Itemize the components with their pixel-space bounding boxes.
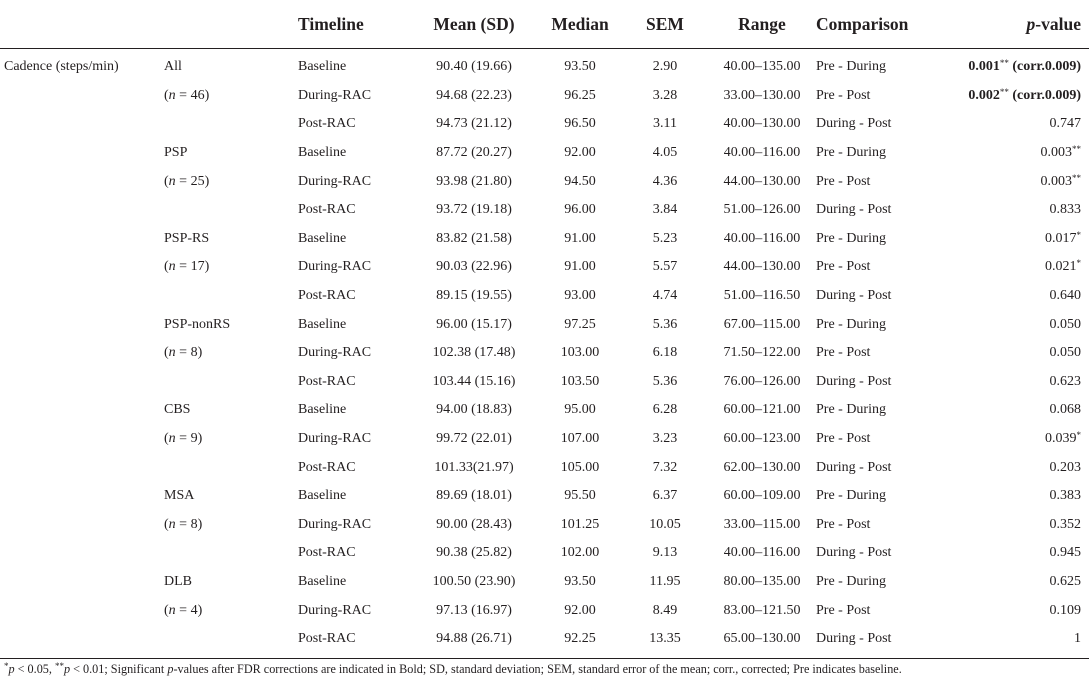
- cell-median: 92.25: [564, 631, 596, 647]
- cell-p-value: [934, 453, 1089, 482]
- header-measure: [0, 0, 164, 49]
- cell-group: PSP: [164, 145, 188, 161]
- cell-sem: 5.23: [652, 230, 678, 246]
- cell-mean-sd: 89.69 (18.01): [436, 488, 512, 504]
- cell-group: [164, 282, 298, 311]
- cell-group: MSA: [164, 488, 195, 504]
- cell-group: (n = 17): [164, 259, 210, 275]
- cell-median: 93.50: [564, 573, 596, 589]
- cell-p-value: [934, 596, 1089, 625]
- cell-measure: [0, 225, 164, 254]
- cell-group: (n = 46): [164, 87, 210, 103]
- table-header-row: [0, 0, 1089, 49]
- cell-measure: [0, 310, 164, 339]
- cell-range: 40.00–130.00: [723, 116, 801, 132]
- cell-sem: 4.74: [652, 288, 678, 304]
- cell-comparison: Pre - During: [816, 573, 886, 589]
- cell-mean-sd: 94.68 (22.23): [436, 87, 512, 103]
- cell-sem: 4.36: [652, 173, 678, 189]
- cell-median: 96.50: [564, 116, 596, 132]
- cell-measure: [0, 82, 164, 111]
- cell-median: 103.00: [560, 345, 600, 361]
- table-row: [0, 339, 1089, 368]
- header-p-rest: -value: [1035, 13, 1081, 34]
- cell-timeline: Baseline: [298, 573, 347, 589]
- cell-comparison: Pre - Post: [816, 87, 871, 103]
- cell-measure: [0, 396, 164, 425]
- cell-sem: 6.28: [652, 402, 678, 418]
- cell-range: 40.00–135.00: [723, 59, 801, 75]
- cell-p-value: [934, 425, 1089, 454]
- cell-median: 92.00: [564, 145, 596, 161]
- cell-timeline: Post-RAC: [298, 202, 356, 218]
- cell-median: 91.00: [564, 230, 596, 246]
- cell-sem: 4.05: [652, 145, 678, 161]
- n-symbol: n: [168, 173, 176, 189]
- cell-p-value: [934, 139, 1089, 168]
- p-value-corrected: (corr.0.009): [1008, 87, 1081, 103]
- p-value-stars: **: [1072, 172, 1081, 183]
- table-row: [0, 568, 1089, 597]
- p-value-number: 0.623: [1049, 373, 1081, 389]
- cell-sem: 11.95: [649, 573, 681, 589]
- cell-timeline: During-RAC: [298, 516, 372, 532]
- p-value-number: 0.050: [1049, 345, 1081, 361]
- p-value-number: 0.068: [1049, 402, 1081, 418]
- cell-mean-sd: 96.00 (15.17): [436, 316, 512, 332]
- cell-p-value: [934, 625, 1089, 654]
- n-symbol: n: [168, 87, 176, 103]
- cell-mean-sd: 99.72 (22.01): [436, 431, 512, 447]
- cell-comparison: During - Post: [816, 545, 892, 561]
- cell-group: (n = 9): [164, 431, 203, 447]
- cell-sem: 8.49: [652, 602, 678, 618]
- cell-range: 33.00–115.00: [723, 516, 801, 532]
- cell-group: (n = 8): [164, 516, 203, 532]
- cell-mean-sd: 102.38 (17.48): [432, 345, 516, 361]
- cell-median: 93.00: [564, 288, 596, 304]
- cell-comparison: Pre - During: [816, 230, 886, 246]
- cell-median: 103.50: [560, 373, 600, 389]
- cell-measure: [0, 368, 164, 397]
- table-row: [0, 139, 1089, 168]
- p-value-number: 0.747: [1049, 116, 1081, 132]
- cell-measure: [0, 625, 164, 654]
- cell-group: (n = 8): [164, 345, 203, 361]
- cell-sem: 10.05: [649, 516, 681, 532]
- cell-p-value: [934, 310, 1089, 339]
- cell-sem: 3.84: [652, 202, 678, 218]
- cell-mean-sd: 93.98 (21.80): [436, 173, 512, 189]
- cell-sem: 3.11: [653, 116, 677, 132]
- cell-sem: 2.90: [652, 59, 678, 75]
- cell-median: 105.00: [560, 459, 600, 475]
- cell-group: [164, 453, 298, 482]
- cell-mean-sd: 90.00 (28.43): [436, 516, 512, 532]
- footnote-text-3: -values after FDR corrections are indicated in Bold; SD, standard deviation; SEM, standard error of the mean; corr., corrected; Pre indicates baseline.: [173, 662, 902, 676]
- cell-timeline: During-RAC: [298, 87, 372, 103]
- cell-range: 51.00–126.00: [723, 202, 801, 218]
- table-row: [0, 596, 1089, 625]
- cell-measure: Cadence (steps/min): [4, 59, 119, 75]
- p-value-number: 0.050: [1049, 316, 1081, 332]
- cell-measure: [0, 167, 164, 196]
- p-value-number: 0.109: [1049, 602, 1081, 618]
- n-symbol: n: [168, 516, 176, 532]
- table-row: [0, 82, 1089, 111]
- table-row: [0, 196, 1089, 225]
- cell-comparison: During - Post: [816, 373, 892, 389]
- cell-mean-sd: 89.15 (19.55): [436, 288, 512, 304]
- table-footnote: [4, 662, 902, 677]
- cell-timeline: Baseline: [298, 402, 347, 418]
- header-sem: SEM: [646, 13, 684, 34]
- cell-comparison: Pre - Post: [816, 431, 871, 447]
- cell-p-value: [934, 82, 1089, 111]
- cell-range: 60.00–109.00: [723, 488, 801, 504]
- cell-range: 40.00–116.00: [723, 545, 801, 561]
- cell-measure: [0, 568, 164, 597]
- cell-timeline: During-RAC: [298, 345, 372, 361]
- footnote-p-2: p: [63, 662, 71, 676]
- table-row: [0, 539, 1089, 568]
- cell-range: 80.00–135.00: [723, 573, 801, 589]
- cell-comparison: Pre - Post: [816, 259, 871, 275]
- table-row: [0, 167, 1089, 196]
- cell-group: [164, 625, 298, 654]
- p-value-number: 0.003: [1040, 173, 1072, 189]
- cell-group: (n = 4): [164, 602, 203, 618]
- cell-median: 93.50: [564, 59, 596, 75]
- cell-sem: 3.23: [652, 431, 678, 447]
- cell-median: 101.25: [560, 516, 600, 532]
- cell-measure: [0, 511, 164, 540]
- cell-p-value: [934, 167, 1089, 196]
- cell-mean-sd: 103.44 (15.16): [432, 373, 516, 389]
- p-value-number: 0.017: [1045, 230, 1077, 246]
- cell-range: 60.00–123.00: [723, 431, 801, 447]
- p-value-number: 0.039: [1045, 431, 1077, 447]
- p-value-number: 0.383: [1049, 488, 1081, 504]
- cell-range: 33.00–130.00: [723, 87, 801, 103]
- header-timeline: Timeline: [298, 13, 364, 34]
- cell-comparison: Pre - During: [816, 59, 886, 75]
- cell-range: 65.00–130.00: [723, 631, 801, 647]
- cell-sem: 6.18: [652, 345, 678, 361]
- header-range: Range: [738, 13, 786, 34]
- cell-timeline: Baseline: [298, 230, 347, 246]
- p-value-number: 0.002: [968, 87, 1000, 103]
- cell-comparison: Pre - During: [816, 488, 886, 504]
- cell-mean-sd: 93.72 (19.18): [436, 202, 512, 218]
- cell-p-value: [934, 511, 1089, 540]
- cell-timeline: Baseline: [298, 145, 347, 161]
- table-row: [0, 482, 1089, 511]
- cell-mean-sd: 97.13 (16.97): [436, 602, 512, 618]
- table-row: [0, 49, 1089, 82]
- cell-measure: [0, 282, 164, 311]
- cell-group: (n = 25): [164, 173, 210, 189]
- cell-timeline: During-RAC: [298, 431, 372, 447]
- p-value-stars: *: [1076, 229, 1081, 240]
- table-row: [0, 625, 1089, 654]
- cell-range: 44.00–130.00: [723, 173, 801, 189]
- p-value-stars: *: [1076, 258, 1081, 269]
- header-group: [164, 0, 298, 49]
- cell-measure: [0, 596, 164, 625]
- cell-sem: 6.37: [652, 488, 678, 504]
- cell-group: PSP-nonRS: [164, 316, 231, 332]
- cell-mean-sd: 94.00 (18.83): [436, 402, 512, 418]
- header-mean-sd: Mean (SD): [433, 13, 515, 34]
- cell-measure: [0, 425, 164, 454]
- p-value-number: 0.640: [1049, 288, 1081, 304]
- cell-p-value: [934, 396, 1089, 425]
- p-value-number: 0.352: [1049, 516, 1081, 532]
- cell-comparison: During - Post: [816, 459, 892, 475]
- cell-mean-sd: 101.33(21.97): [434, 459, 514, 475]
- cell-measure: [0, 253, 164, 282]
- cell-median: 95.50: [564, 488, 596, 504]
- cell-median: 102.00: [560, 545, 600, 561]
- cell-timeline: Post-RAC: [298, 116, 356, 132]
- footnote-text-2: < 0.01; Significant: [70, 662, 168, 676]
- p-value-number: 0.625: [1049, 573, 1081, 589]
- n-symbol: n: [168, 602, 176, 618]
- cell-sem: 9.13: [652, 545, 678, 561]
- cell-mean-sd: 83.82 (21.58): [436, 230, 512, 246]
- cell-timeline: During-RAC: [298, 259, 372, 275]
- p-value-stars: **: [999, 58, 1009, 69]
- cell-comparison: Pre - During: [816, 402, 886, 418]
- cell-range: 62.00–130.00: [723, 459, 801, 475]
- footnote-star-2: **: [54, 661, 64, 671]
- footnote-rule: [0, 658, 1089, 659]
- n-symbol: n: [168, 431, 176, 447]
- cell-p-value: [934, 253, 1089, 282]
- cell-timeline: During-RAC: [298, 173, 372, 189]
- cell-p-value: [934, 539, 1089, 568]
- p-value-number: 0.021: [1045, 259, 1077, 275]
- p-value-number: 0.003: [1040, 145, 1072, 161]
- cell-median: 95.00: [564, 402, 596, 418]
- cell-median: 96.00: [564, 202, 596, 218]
- cell-mean-sd: 94.73 (21.12): [436, 116, 512, 132]
- cell-p-value: [934, 568, 1089, 597]
- cell-range: 60.00–121.00: [723, 402, 801, 418]
- cell-timeline: Baseline: [298, 59, 347, 75]
- p-value-number: 1: [1074, 631, 1081, 647]
- cell-median: 92.00: [564, 602, 596, 618]
- table-row: [0, 425, 1089, 454]
- cell-sem: 5.57: [652, 259, 678, 275]
- cell-group: [164, 110, 298, 139]
- cell-p-value: [934, 110, 1089, 139]
- cell-timeline: Post-RAC: [298, 459, 356, 475]
- p-value-number: 0.945: [1049, 545, 1081, 561]
- cell-measure: [0, 453, 164, 482]
- cell-sem: 7.32: [652, 459, 678, 475]
- cell-comparison: Pre - Post: [816, 602, 871, 618]
- cell-median: 107.00: [560, 431, 600, 447]
- cell-measure: [0, 539, 164, 568]
- cell-measure: [0, 139, 164, 168]
- table-body: [0, 49, 1089, 654]
- cell-p-value: [934, 196, 1089, 225]
- cell-comparison: During - Post: [816, 288, 892, 304]
- cell-group: PSP-RS: [164, 230, 210, 246]
- cell-median: 94.50: [564, 173, 596, 189]
- table-row: [0, 282, 1089, 311]
- cell-timeline: Post-RAC: [298, 545, 356, 561]
- cell-sem: 13.35: [649, 631, 681, 647]
- p-value-stars: **: [999, 86, 1009, 97]
- cell-timeline: Post-RAC: [298, 288, 356, 304]
- cell-measure: [0, 196, 164, 225]
- cell-group: DLB: [164, 573, 192, 589]
- cell-median: 97.25: [564, 316, 596, 332]
- cell-median: 91.00: [564, 259, 596, 275]
- cell-group: [164, 539, 298, 568]
- cell-group: CBS: [164, 402, 191, 418]
- header-p-italic: p: [1026, 13, 1036, 34]
- p-value-number: 0.833: [1049, 202, 1081, 218]
- cell-comparison: Pre - Post: [816, 173, 871, 189]
- table-row: [0, 225, 1089, 254]
- cell-measure: [0, 339, 164, 368]
- cell-range: 71.50–122.00: [723, 345, 801, 361]
- cell-mean-sd: 90.38 (25.82): [436, 545, 512, 561]
- cell-group: All: [164, 59, 182, 75]
- cell-measure: [0, 110, 164, 139]
- cell-p-value: [934, 339, 1089, 368]
- cell-timeline: Post-RAC: [298, 631, 356, 647]
- cell-comparison: Pre - Post: [816, 345, 871, 361]
- cell-range: 67.00–115.00: [723, 316, 801, 332]
- header-median: Median: [551, 13, 609, 34]
- cell-comparison: During - Post: [816, 631, 892, 647]
- table-row: [0, 310, 1089, 339]
- cell-sem: 3.28: [652, 87, 678, 103]
- cell-median: 96.25: [564, 87, 596, 103]
- cell-mean-sd: 87.72 (20.27): [436, 145, 512, 161]
- cell-range: 76.00–126.00: [723, 373, 801, 389]
- cell-sem: 5.36: [652, 316, 678, 332]
- cell-range: 40.00–116.00: [723, 145, 801, 161]
- table-row: [0, 396, 1089, 425]
- table-row: [0, 511, 1089, 540]
- cell-comparison: Pre - Post: [816, 516, 871, 532]
- cell-group: [164, 368, 298, 397]
- cell-range: 51.00–116.50: [723, 288, 801, 304]
- p-value-stars: **: [1072, 144, 1081, 155]
- n-symbol: n: [168, 345, 176, 361]
- cell-comparison: During - Post: [816, 116, 892, 132]
- cell-timeline: During-RAC: [298, 602, 372, 618]
- cell-mean-sd: 90.03 (22.96): [436, 259, 512, 275]
- header-comparison: Comparison: [816, 13, 909, 34]
- cell-sem: 5.36: [652, 373, 678, 389]
- cell-mean-sd: 100.50 (23.90): [432, 573, 516, 589]
- cell-p-value: [934, 225, 1089, 254]
- cell-mean-sd: 94.88 (26.71): [436, 631, 512, 647]
- cell-timeline: Baseline: [298, 316, 347, 332]
- cell-comparison: During - Post: [816, 202, 892, 218]
- cell-range: 44.00–130.00: [723, 259, 801, 275]
- footnote-text-1: < 0.05,: [14, 662, 55, 676]
- table-row: [0, 453, 1089, 482]
- cell-timeline: Baseline: [298, 488, 347, 504]
- cell-range: 40.00–116.00: [723, 230, 801, 246]
- p-value-corrected: (corr.0.009): [1008, 59, 1081, 75]
- n-symbol: n: [168, 259, 176, 275]
- table-row: [0, 368, 1089, 397]
- cell-range: 83.00–121.50: [723, 602, 801, 618]
- cell-measure: [0, 482, 164, 511]
- cell-p-value: [934, 482, 1089, 511]
- cell-comparison: Pre - During: [816, 145, 886, 161]
- cell-group: [164, 196, 298, 225]
- p-value-number: 0.203: [1049, 459, 1081, 475]
- table-row: [0, 110, 1089, 139]
- p-value-stars: *: [1076, 430, 1081, 441]
- footnote-p-3: p: [167, 662, 174, 676]
- table-row: [0, 253, 1089, 282]
- cell-p-value: [934, 49, 1089, 82]
- cell-comparison: Pre - During: [816, 316, 886, 332]
- footnote-p-1: p: [8, 662, 15, 676]
- header-p-value: [934, 0, 1089, 49]
- cell-p-value: [934, 282, 1089, 311]
- p-value-number: 0.001: [968, 59, 1000, 75]
- cell-mean-sd: 90.40 (19.66): [436, 59, 512, 75]
- cell-p-value: [934, 368, 1089, 397]
- cell-timeline: Post-RAC: [298, 373, 356, 389]
- footnote-star-1: *: [4, 661, 9, 671]
